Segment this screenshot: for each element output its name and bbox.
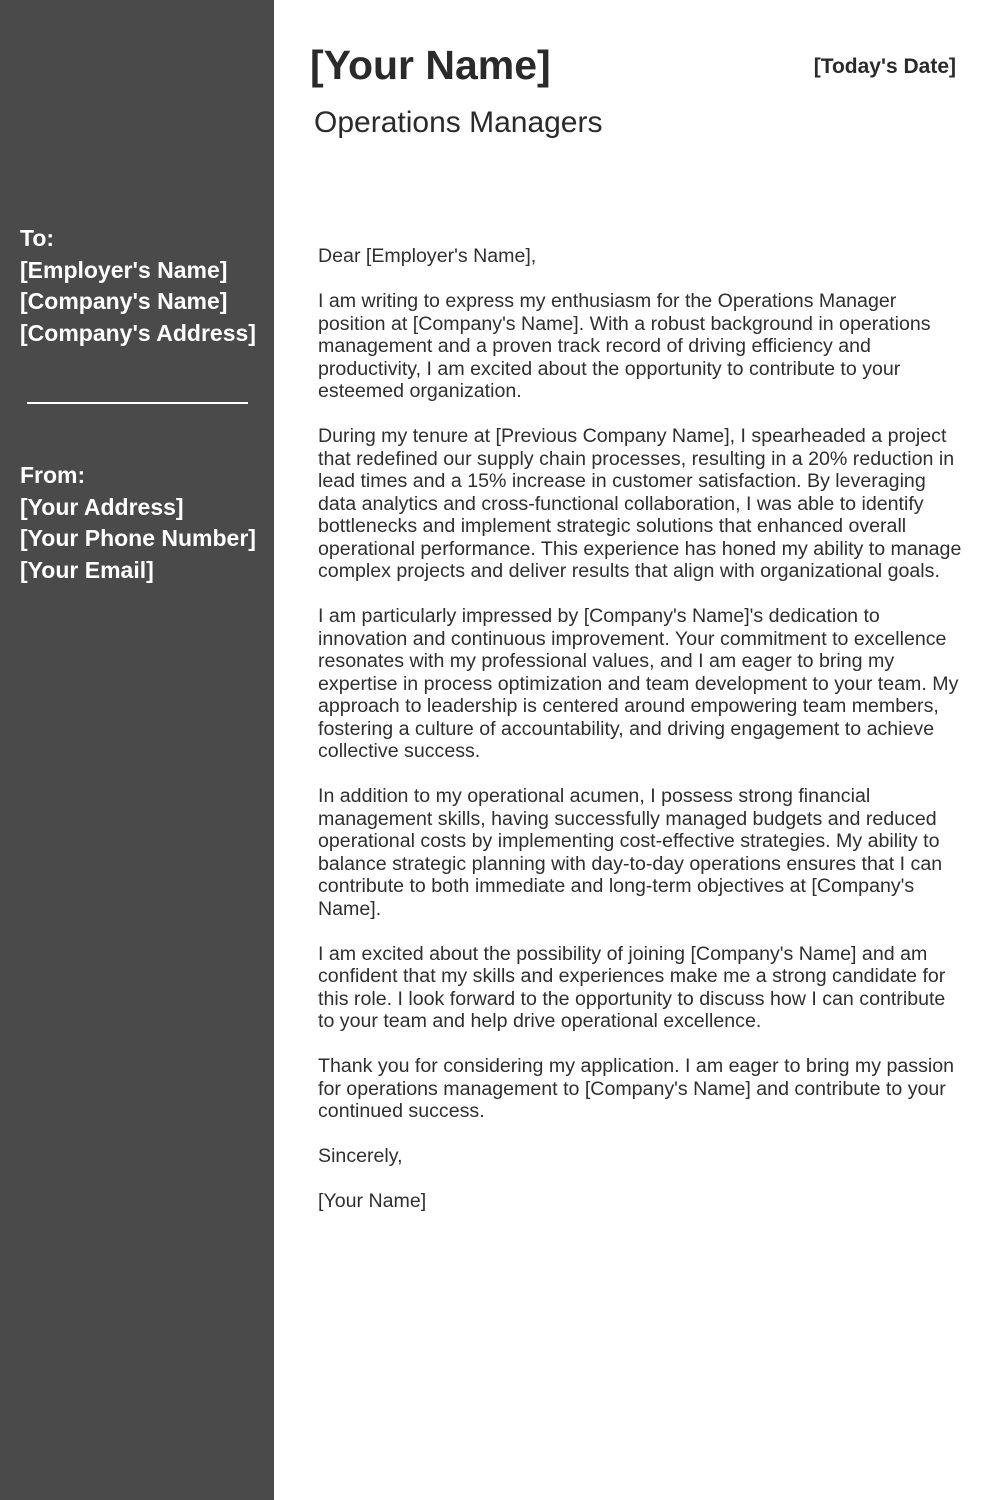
paragraph: I am writing to express my enthusiasm for the Operations Manager position at [Company's Name]. With a robust background in operations management and a proven track record of driving efficiency and productivity, I am excited about the opportunity to contribute to your esteemed organization. (318, 290, 931, 402)
sender-email: [Your Email] (20, 556, 154, 583)
paragraph: I am excited about the possibility of joining [Company's Name] and am confident that my skills and experiences make me a strong candidate for this role. I look forward to the opportunity to discuss how I can contribute to your team and help drive operational excellence. (318, 942, 946, 1032)
letter-date: [Today's Date] (813, 55, 956, 78)
to-label: To: (20, 225, 55, 251)
employer-name: [Employer's Name] (20, 256, 228, 283)
signature: [Your Name] (318, 1190, 427, 1212)
from-label: From: (20, 462, 86, 488)
paragraph: During my tenure at [Previous Company Name], I spearheaded a project that redefined our supply chain processes, resulting in a 20% reduction in lead times and a 15% increase in customer satisfaction. By leveraging data analytics and cross-functional collaboration, I was able to identify bottlenecks and implement strategic solutions that enhanced overall operational performance. This experience has honed my ability to manage complex projects and deliver results that align with organizational goals. (318, 425, 962, 582)
letter-body (318, 245, 963, 1235)
job-title: Operations Managers (314, 106, 603, 139)
sidebar (0, 0, 274, 1500)
recipient-block (20, 223, 256, 349)
sender-block (20, 460, 256, 586)
applicant-name: [Your Name] (310, 42, 551, 88)
sender-phone: [Your Phone Number] (20, 525, 256, 551)
paragraph: In addition to my operational acumen, I possess strong financial management skills, having successfully managed budgets and reduced operational costs by implementing cost-effective strategies. My ability to balance strategic planning with day-to-day operations ensures that I can contribute to both immediate and long-term objectives at [Company's Name]. (318, 785, 943, 920)
closing: Sincerely, (318, 1145, 403, 1167)
paragraph: I am particularly impressed by [Company's Name]'s dedication to innovation and continuous improvement. Your commitment to excellence resonates with my professional values, and I am eager to bring my expertise in process optimization and team development to your team. My approach to leadership is centered around empowering team members, fostering a culture of accountability, and driving engagement to achieve collective success. (318, 605, 959, 762)
salutation: Dear [Employer's Name], (318, 245, 537, 267)
paragraph: Thank you for considering my application. I am eager to bring my passion for operations management to [Company's Name] and contribute to your continued success. (318, 1055, 955, 1122)
company-name: [Company's Name] (20, 288, 228, 314)
sidebar-divider (27, 402, 248, 404)
sender-address: [Your Address] (20, 493, 184, 520)
company-address: [Company's Address] (20, 319, 256, 346)
